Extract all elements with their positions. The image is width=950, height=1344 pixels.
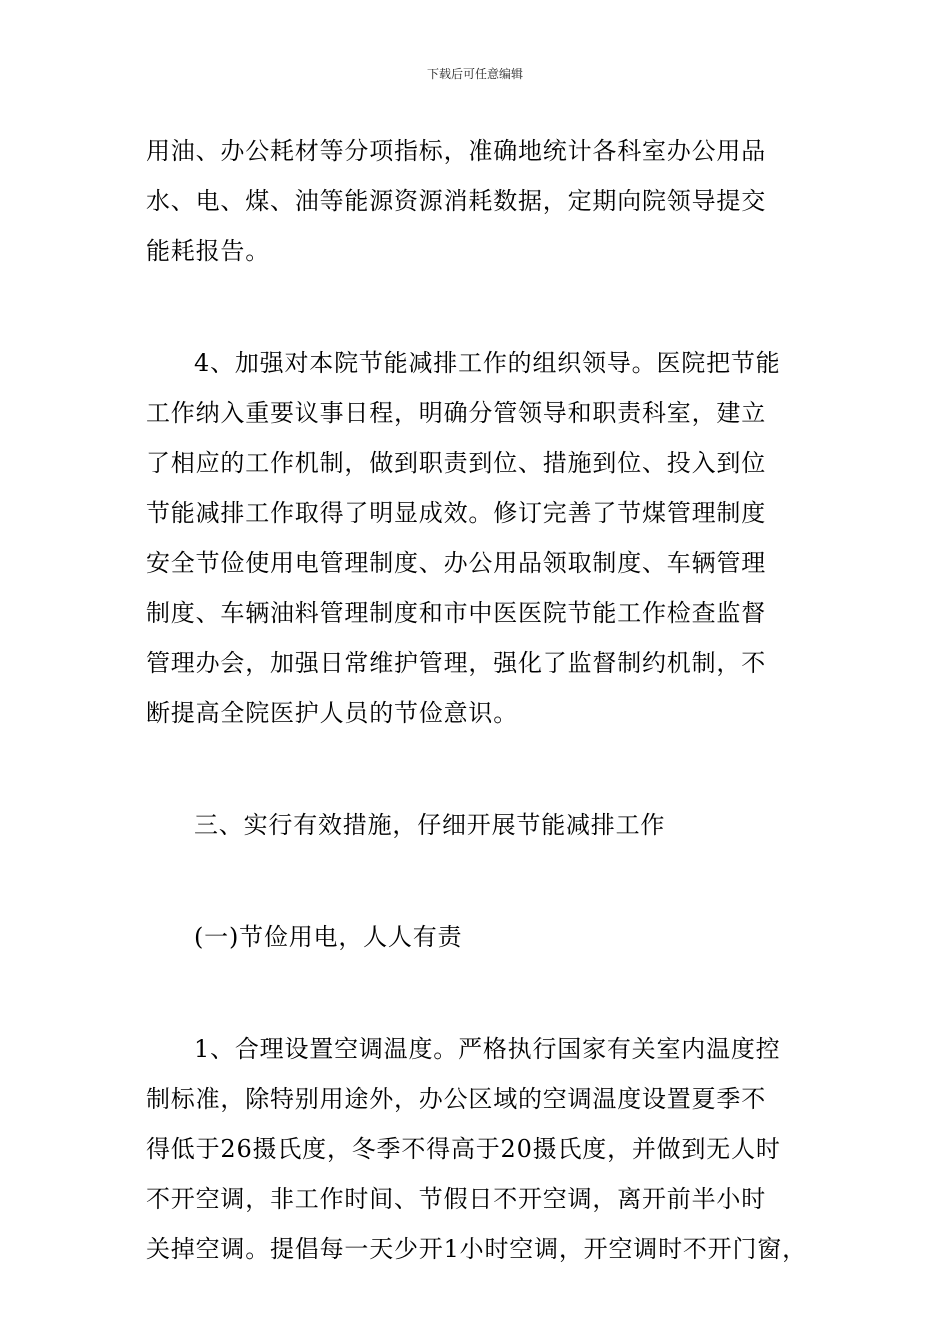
subsection-heading	[146, 912, 836, 962]
section-heading	[146, 800, 836, 850]
text-line: 水、电、煤、油等能源资源消耗数据，定期向院领导提交	[146, 187, 766, 215]
paragraph-gap	[146, 850, 836, 912]
text-line: 安全节俭使用电管理制度、办公用品领取制度、车辆管理	[146, 549, 766, 577]
section-heading-text: 三、实行有效措施，仔细开展节能减排工作	[194, 811, 666, 839]
paragraph-organization-leadership	[146, 338, 836, 738]
text-line: 制度、车辆油料管理制度和市中医医院节能工作检查监督	[146, 599, 766, 627]
text-line: 关掉空调。提倡每一天少开1小时空调，开空调时不开门窗，	[146, 1235, 807, 1263]
text-line: 能耗报告。	[146, 237, 270, 265]
document-body	[146, 126, 836, 1274]
paragraph-gap	[146, 738, 836, 800]
text-line: 工作纳入重要议事日程，明确分管领导和职责科室，建立	[146, 399, 766, 427]
text-line: 断提高全院医护人员的节俭意识。	[146, 699, 518, 727]
text-line: 1、合理设置空调温度。严格执行国家有关室内温度控	[194, 1035, 781, 1063]
paragraph-gap	[146, 276, 836, 338]
text-line: 用油、办公耗材等分项指标，准确地统计各科室办公用品	[146, 137, 766, 165]
text-line: 得低于26摄氏度，冬季不得高于20摄氏度，并做到无人时	[146, 1135, 781, 1163]
paragraph-energy-report	[146, 126, 836, 276]
text-line: 节能减排工作取得了明显成效。修订完善了节煤管理制度	[146, 499, 766, 527]
text-line: 不开空调，非工作时间、节假日不开空调，离开前半小时	[146, 1185, 766, 1213]
paragraph-air-conditioning	[146, 1024, 836, 1274]
text-line: 4、加强对本院节能减排工作的组织领导。医院把节能	[194, 349, 781, 377]
text-line: 了相应的工作机制，做到职责到位、措施到位、投入到位	[146, 449, 766, 477]
page-header: 下载后可任意编辑	[426, 67, 523, 81]
text-line: 制标准，除特别用途外，办公区域的空调温度设置夏季不	[146, 1085, 766, 1113]
text-line: 管理办会，加强日常维护管理，强化了监督制约机制，不	[146, 649, 766, 677]
paragraph-gap	[146, 962, 836, 1024]
subsection-heading-text: (一)节俭用电，人人有责	[194, 923, 463, 951]
